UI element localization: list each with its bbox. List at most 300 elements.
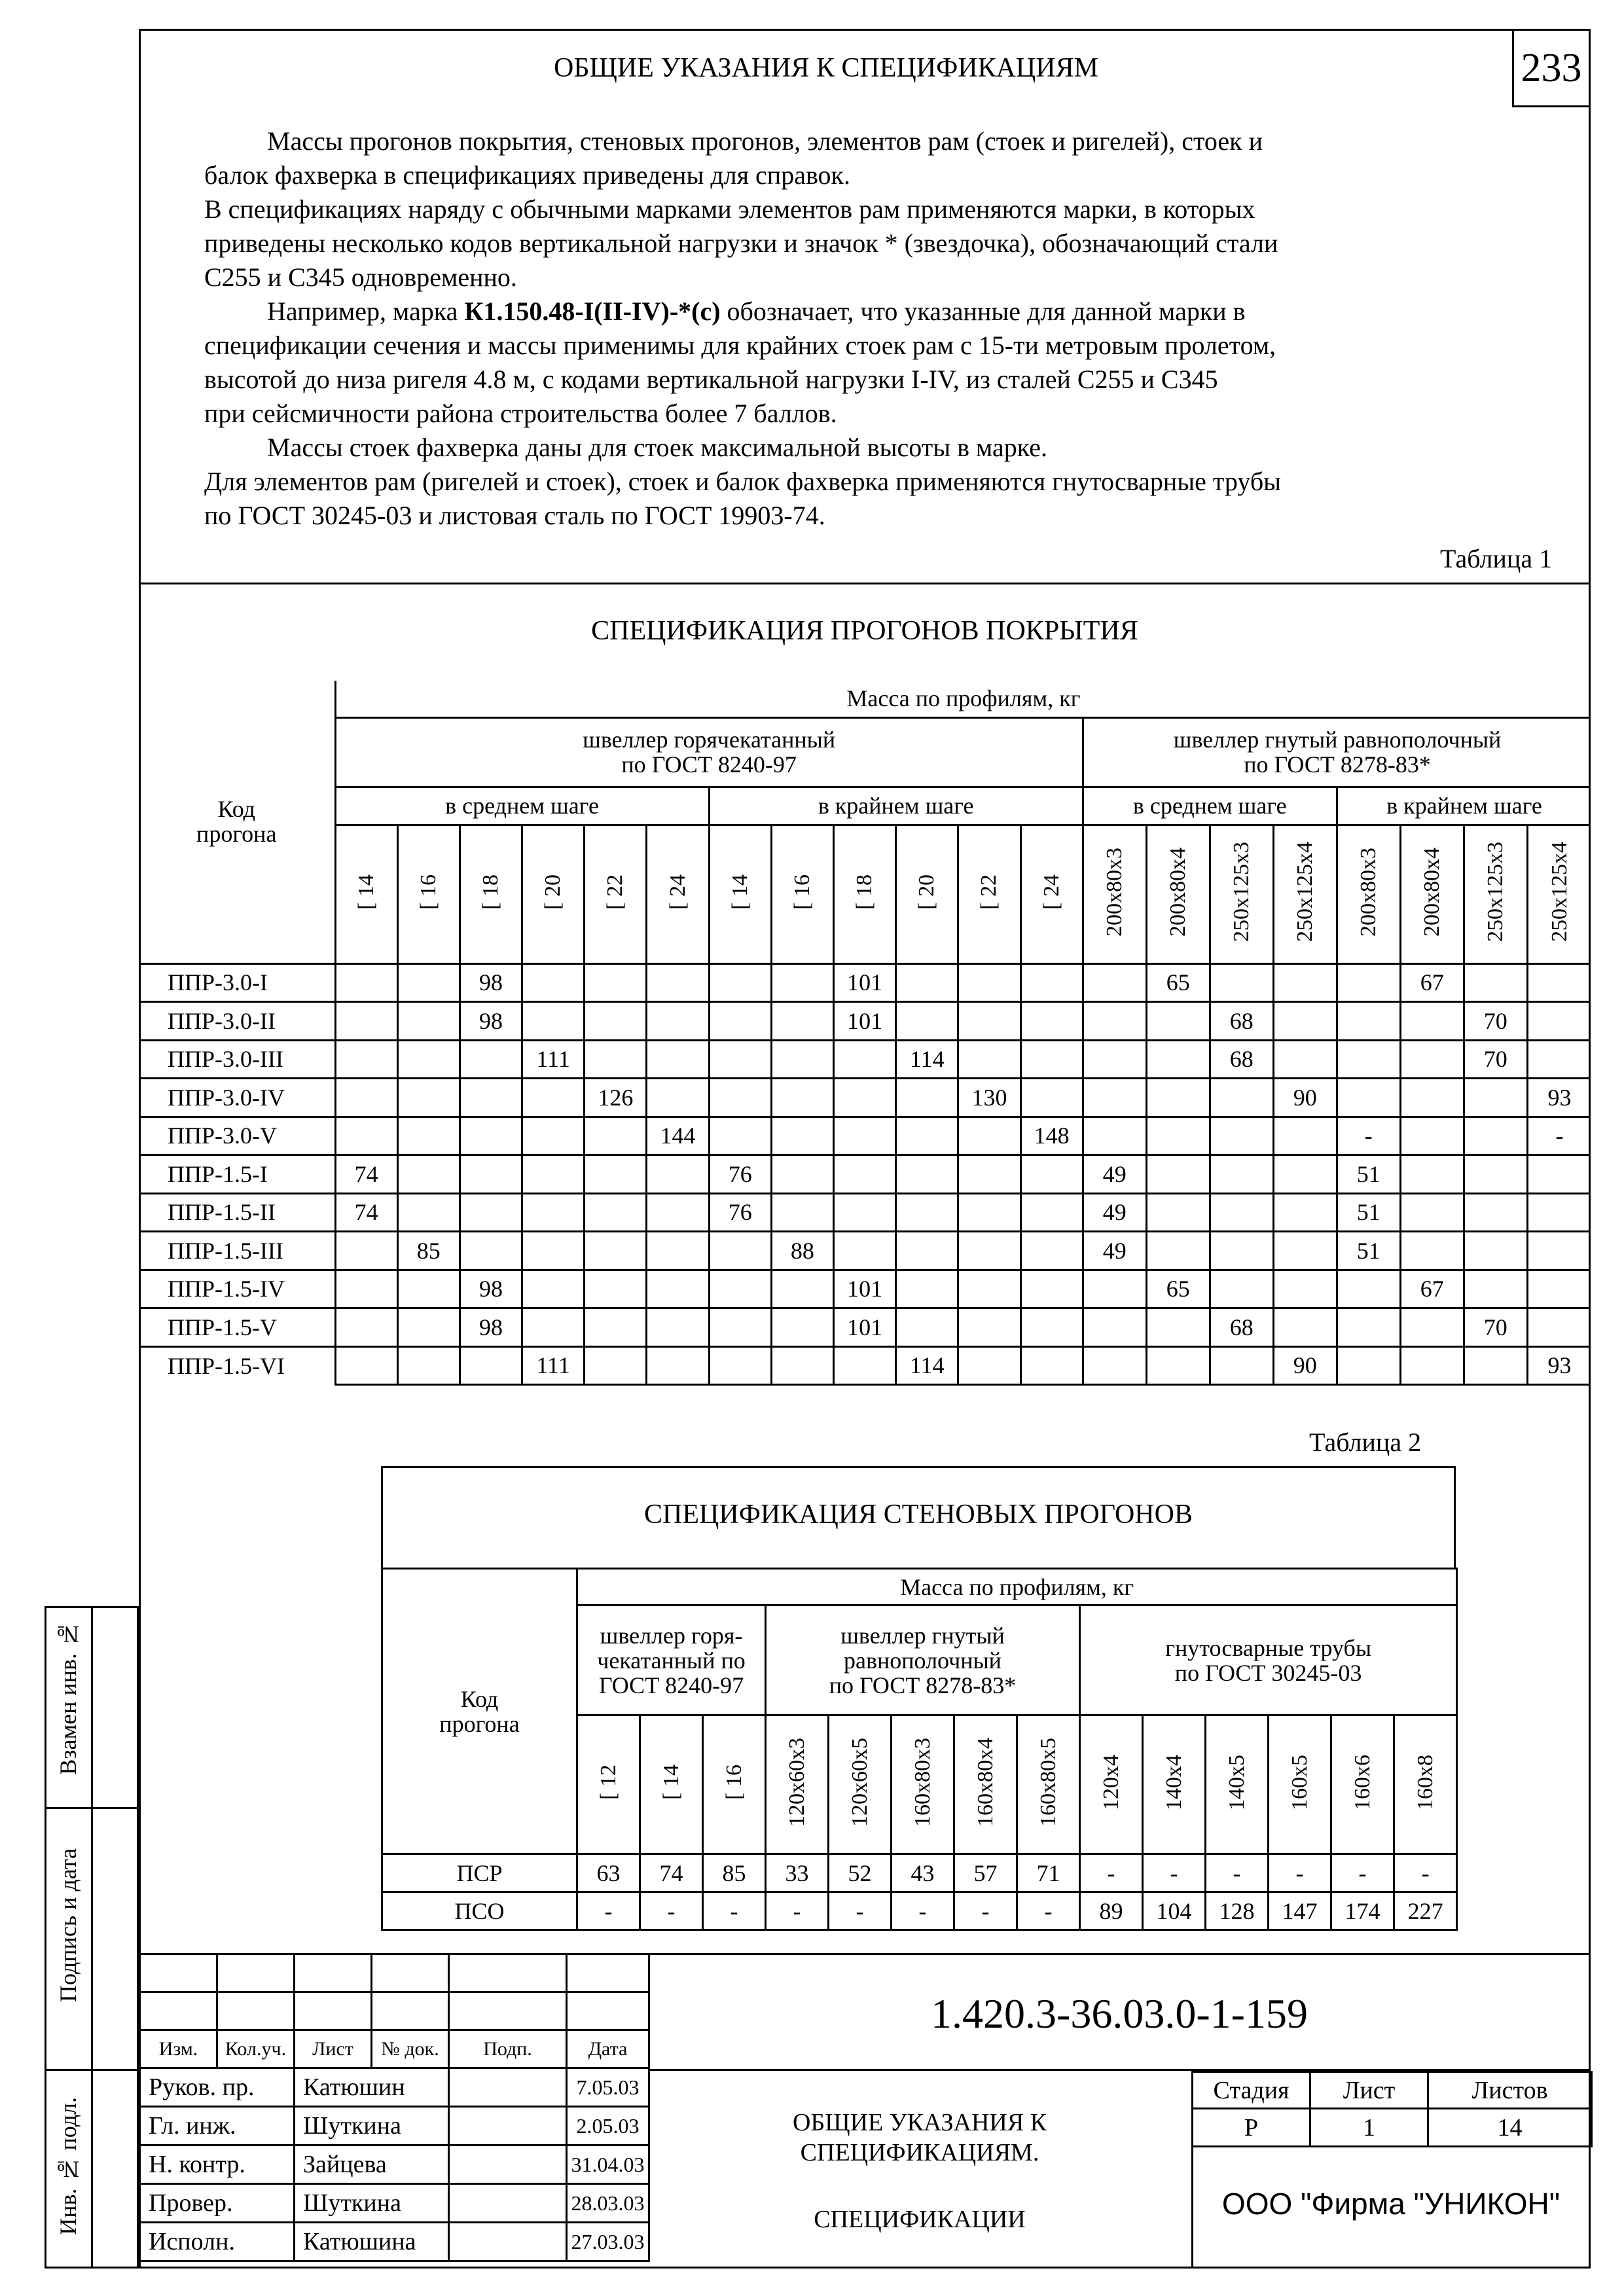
cell-value [522, 1232, 585, 1270]
note-line: спецификации сечения и массы применимы для крайних стоек рам с 15-ти метровым пролетом, [204, 331, 1276, 360]
stamp-original-inv: Инв. № подл. [45, 2071, 93, 2269]
cell-value [1527, 1308, 1591, 1347]
column-header: [ 18 [834, 825, 896, 963]
note-line: В спецификациях наряду с обычными марками элементов рам применяются марки, в которых [204, 194, 1255, 224]
cell-value [1464, 1079, 1527, 1117]
table-row [139, 1079, 1591, 1117]
cell-value [1400, 1308, 1464, 1347]
cell-value [1210, 1117, 1273, 1155]
cell-value [1400, 1117, 1464, 1155]
sub-edge: в крайнем шаге [709, 787, 1083, 825]
cell-value: 98 [460, 1002, 522, 1041]
column-header: [ 22 [958, 825, 1020, 963]
person-name: Зайцева [295, 2145, 449, 2184]
cell-value: - [640, 1892, 703, 1930]
cell-value [834, 1155, 896, 1194]
cell-value [709, 1346, 771, 1385]
row-code: ППР-1.5-V [139, 1308, 335, 1347]
cell-value: - [1017, 1892, 1080, 1930]
row-code: ППР-1.5-II [139, 1193, 335, 1232]
date: 28.03.03 [567, 2184, 649, 2223]
cell-value [522, 963, 585, 1002]
cell-value [1273, 1232, 1337, 1270]
cell-value [771, 1270, 833, 1308]
cell-value [397, 1002, 460, 1041]
cell-value [522, 1308, 585, 1347]
sub-middle: в среднем шаге [335, 787, 709, 825]
cell-value [647, 1002, 709, 1041]
doc-code: 1.420.3-36.03.0-1-159 [931, 1990, 1308, 2037]
column-header: [ 22 [585, 825, 647, 963]
page-number: 233 [1512, 29, 1591, 107]
cell-value [1337, 1270, 1400, 1308]
cell-value [1146, 1232, 1210, 1270]
table-row [382, 1854, 1457, 1892]
row-code: ПСР [382, 1854, 577, 1892]
cell-value [896, 1155, 958, 1194]
cell-value [647, 963, 709, 1002]
signature-row [140, 2068, 649, 2107]
sub-edge: в крайнем шаге [1337, 787, 1591, 825]
cell-value [771, 1308, 833, 1347]
cell-value [1210, 1079, 1273, 1117]
cell-value [771, 963, 833, 1002]
column-header: 200x80x4 [1400, 825, 1464, 963]
cell-value: 68 [1210, 1002, 1273, 1041]
cell-value [397, 1079, 460, 1117]
cell-value [1464, 1270, 1527, 1308]
cell-value [460, 1232, 522, 1270]
row-code: ППР-3.0-I [139, 963, 335, 1002]
cell-value [335, 1270, 397, 1308]
cell-value [522, 1079, 585, 1117]
cell-value: 65 [1146, 1270, 1210, 1308]
cell-value: - [1527, 1117, 1591, 1155]
cell-value: 51 [1337, 1193, 1400, 1232]
cell-value: 51 [1337, 1232, 1400, 1270]
signature [449, 2184, 567, 2223]
cell-value [522, 1002, 585, 1041]
signature [449, 2068, 567, 2107]
cell-value [1146, 1346, 1210, 1385]
column-header: 160x6 [1331, 1715, 1394, 1854]
revision-header-row: Изм. Кол.уч. Лист № док. Подп. Дата [140, 2030, 649, 2068]
table-row [139, 1040, 1591, 1079]
cell-value: 111 [522, 1346, 585, 1385]
cell-value [896, 1117, 958, 1155]
column-header: 200x80x3 [1337, 825, 1400, 963]
column-header: [ 24 [1020, 825, 1083, 963]
table1-purlins-roof [139, 681, 1591, 1386]
cell-value [1527, 1040, 1591, 1079]
table-row [139, 1193, 1591, 1232]
signatures-table [139, 2067, 650, 2262]
cell-value [1210, 1232, 1273, 1270]
cell-value: 126 [585, 1079, 647, 1117]
cell-value: 63 [577, 1854, 640, 1892]
cell-value [585, 1270, 647, 1308]
cell-value [335, 1232, 397, 1270]
cell-value [709, 1002, 771, 1041]
cell-value [1020, 1232, 1083, 1270]
date: 31.04.03 [567, 2145, 649, 2184]
cell-value [397, 1270, 460, 1308]
cell-value: 88 [771, 1232, 833, 1270]
cell-value [460, 1155, 522, 1194]
cell-value: 114 [896, 1346, 958, 1385]
cell-value: 90 [1273, 1346, 1337, 1385]
cell-value [709, 1079, 771, 1117]
cell-value [460, 1117, 522, 1155]
cell-value: 89 [1080, 1892, 1143, 1930]
signature [449, 2107, 567, 2145]
cell-value [335, 1079, 397, 1117]
cell-value [1464, 963, 1527, 1002]
column-header: 120x4 [1080, 1715, 1143, 1854]
column-header: [ 16 [703, 1715, 766, 1854]
cell-value [647, 1232, 709, 1270]
signature-row [140, 2107, 649, 2145]
cell-value [1020, 1270, 1083, 1308]
cell-value [1020, 1040, 1083, 1079]
cell-value [1083, 1079, 1146, 1117]
cell-value [1020, 1155, 1083, 1194]
cell-value [335, 1117, 397, 1155]
table2-title: СПЕЦИФИКАЦИЯ СТЕНОВЫХ ПРОГОНОВ [644, 1499, 1193, 1530]
table2-wall-purlins [381, 1568, 1458, 1931]
cell-value [834, 1346, 896, 1385]
date: 7.05.03 [567, 2068, 649, 2107]
cell-value [1083, 1308, 1146, 1347]
cell-value: - [829, 1892, 892, 1930]
cell-value [709, 1040, 771, 1079]
table-row [139, 1155, 1591, 1194]
column-header: 160x80x4 [954, 1715, 1017, 1854]
cell-value [585, 1308, 647, 1347]
cell-value [397, 1308, 460, 1347]
column-header: [ 14 [335, 825, 397, 963]
notes-block [204, 124, 1468, 533]
cell-value [958, 1117, 1020, 1155]
cell-value [834, 1193, 896, 1232]
cell-value [460, 1040, 522, 1079]
cell-value [335, 1040, 397, 1079]
cell-value [958, 1040, 1020, 1079]
cell-value: - [577, 1892, 640, 1930]
column-header: [ 12 [577, 1715, 640, 1854]
cell-value [1527, 1155, 1591, 1194]
cell-value [771, 1346, 833, 1385]
cell-value [585, 1002, 647, 1041]
cell-value [1527, 963, 1591, 1002]
cell-value: 85 [703, 1854, 766, 1892]
cell-value [647, 1079, 709, 1117]
sub-middle: в среднем шаге [1083, 787, 1337, 825]
cell-value: 227 [1394, 1892, 1457, 1930]
cell-value [834, 1079, 896, 1117]
cell-value [585, 1155, 647, 1194]
note-line: при сейсмичности района строительства более 7 баллов. [204, 399, 837, 428]
role: Гл. инж. [140, 2107, 295, 2145]
role: Руков. пр. [140, 2068, 295, 2107]
cell-value [1273, 1270, 1337, 1308]
table1-caption: Таблица 1 [1440, 544, 1553, 573]
cell-value: 68 [1210, 1040, 1273, 1079]
column-header: 250x125x3 [1464, 825, 1527, 963]
signature-row [140, 2184, 649, 2223]
cell-value [1400, 1232, 1464, 1270]
mass-header: Масса по профилям, кг [577, 1569, 1457, 1605]
cell-value [1083, 1117, 1146, 1155]
cell-value: 71 [1017, 1854, 1080, 1892]
person-name: Катюшин [295, 2068, 449, 2107]
cell-value [1464, 1346, 1527, 1385]
cell-value [1210, 1346, 1273, 1385]
cell-value [585, 1193, 647, 1232]
note-line: балок фахверка в спецификациях приведены для справок. [204, 160, 850, 190]
cell-value [1020, 1193, 1083, 1232]
signature-row [140, 2223, 649, 2261]
cell-value [585, 1232, 647, 1270]
cell-value [958, 1232, 1020, 1270]
cell-value [896, 1193, 958, 1232]
cell-value: - [1269, 1854, 1331, 1892]
cell-value [771, 1079, 833, 1117]
cell-value: 101 [834, 963, 896, 1002]
cell-value [896, 963, 958, 1002]
cell-value [896, 1002, 958, 1041]
cell-value [1273, 963, 1337, 1002]
code-header: Код прогона [139, 681, 335, 963]
company-name: ООО "Фирма "УНИКОН" [1221, 2187, 1561, 2221]
cell-value: 114 [896, 1040, 958, 1079]
column-header: 160x8 [1394, 1715, 1457, 1854]
sheets-value: 14 [1428, 2109, 1592, 2147]
cell-value [585, 1040, 647, 1079]
cell-value [647, 1155, 709, 1194]
cell-value: 98 [460, 963, 522, 1002]
table-row [139, 1002, 1591, 1041]
mass-header: Масса по профилям, кг [335, 681, 1591, 717]
cell-value: 76 [709, 1155, 771, 1194]
cell-value [896, 1308, 958, 1347]
cell-value: 98 [460, 1308, 522, 1347]
group-bent: швеллер гнутый равнополочный по ГОСТ 8278-83* [1083, 717, 1591, 787]
cell-value [1146, 1308, 1210, 1347]
cell-value [647, 1308, 709, 1347]
cell-value: - [954, 1892, 1017, 1930]
group-bent: швеллер гнутый равнополочный по ГОСТ 8278-83* [766, 1605, 1080, 1715]
cell-value [335, 1002, 397, 1041]
cell-value [1020, 963, 1083, 1002]
cell-value [585, 1117, 647, 1155]
cell-value: 128 [1206, 1892, 1269, 1930]
note-line: Например, марка К1.150.48-I(II-IV)-*(с) обозначает, что указанные для данной марки в [267, 296, 1246, 326]
column-header: 200x80x4 [1146, 825, 1210, 963]
cell-value: - [1394, 1854, 1457, 1892]
cell-value [460, 1079, 522, 1117]
row-code: ППР-3.0-II [139, 1002, 335, 1041]
column-header: [ 16 [397, 825, 460, 963]
cell-value: 74 [335, 1193, 397, 1232]
cell-value: 57 [954, 1854, 1017, 1892]
cell-value: 130 [958, 1079, 1020, 1117]
cell-value [771, 1193, 833, 1232]
cell-value [1146, 1193, 1210, 1232]
signature [449, 2145, 567, 2184]
cell-value: 76 [709, 1193, 771, 1232]
cell-value [1527, 1232, 1591, 1270]
cell-value [834, 1232, 896, 1270]
cell-value [709, 1117, 771, 1155]
cell-value [1083, 1040, 1146, 1079]
cell-value [585, 1346, 647, 1385]
cell-value [1083, 1270, 1146, 1308]
cell-value [958, 1002, 1020, 1041]
column-header: 120x60x3 [766, 1715, 829, 1854]
table-row [382, 1892, 1457, 1930]
cell-value [1527, 1193, 1591, 1232]
note-line: Для элементов рам (ригелей и стоек), стоек и балок фахверка применяются гнутосварные трубы [204, 467, 1282, 496]
cell-value [1400, 1346, 1464, 1385]
cell-value: 111 [522, 1040, 585, 1079]
cell-value [1146, 1079, 1210, 1117]
cell-value: 70 [1464, 1308, 1527, 1347]
cell-value [834, 1117, 896, 1155]
cell-value: 101 [834, 1308, 896, 1347]
cell-value: 144 [647, 1117, 709, 1155]
cell-value [834, 1040, 896, 1079]
cell-value [522, 1155, 585, 1194]
note-line: Массы прогонов покрытия, стеновых прогонов, элементов рам (стоек и ригелей), стоек и [267, 126, 1263, 156]
doc-name: ОБЩИЕ УКАЗАНИЯ К СПЕЦИФИКАЦИЯМ. СПЕЦИФИКАЦИИ [792, 2109, 1047, 2233]
cell-value [771, 1002, 833, 1041]
cell-value: 98 [460, 1270, 522, 1308]
cell-value: - [703, 1892, 766, 1930]
sheet-value: 1 [1310, 2109, 1428, 2147]
cell-value [1020, 1346, 1083, 1385]
cell-value [896, 1270, 958, 1308]
cell-value [1400, 1040, 1464, 1079]
note-line: Массы стоек фахверка даны для стоек максимальной высоты в марке. [267, 433, 1047, 462]
cell-value: - [1080, 1854, 1143, 1892]
cell-value [460, 1346, 522, 1385]
cell-value: 85 [397, 1232, 460, 1270]
cell-value [1210, 1155, 1273, 1194]
date: 27.03.03 [567, 2223, 649, 2261]
cell-value: - [766, 1892, 829, 1930]
cell-value: 101 [834, 1002, 896, 1041]
cell-value [1337, 1079, 1400, 1117]
column-header: 140x5 [1206, 1715, 1269, 1854]
cell-value [1083, 963, 1146, 1002]
cell-value [1464, 1232, 1527, 1270]
note-line: высотой до низа ригеля 4.8 м, с кодами вертикальной нагрузки I-IV, из сталей С255 и С345 [204, 365, 1218, 394]
code-header: Код прогона [382, 1569, 577, 1854]
note-line: С255 и С345 одновременно. [204, 262, 517, 292]
cell-value [1020, 1308, 1083, 1347]
cell-value [647, 1040, 709, 1079]
cell-value [1464, 1117, 1527, 1155]
cell-value: 74 [335, 1155, 397, 1194]
cell-value [1210, 1270, 1273, 1308]
cell-value [709, 963, 771, 1002]
column-header: 160x5 [1269, 1715, 1331, 1854]
table-row [139, 1232, 1591, 1270]
cell-value [335, 1308, 397, 1347]
cell-value [585, 963, 647, 1002]
cell-value: 174 [1331, 1892, 1394, 1930]
cell-value [1146, 1117, 1210, 1155]
cell-value [1210, 963, 1273, 1002]
cell-value [1400, 1079, 1464, 1117]
cell-value [1527, 1002, 1591, 1041]
cell-value: 33 [766, 1854, 829, 1892]
cell-value [522, 1117, 585, 1155]
cell-value [1083, 1346, 1146, 1385]
cell-value [397, 1193, 460, 1232]
cell-value [709, 1270, 771, 1308]
row-code: ППР-1.5-I [139, 1155, 335, 1194]
cell-value [1464, 1193, 1527, 1232]
revision-table [139, 1953, 650, 2069]
role: Провер. [140, 2184, 295, 2223]
cell-value [1146, 1155, 1210, 1194]
cell-value [1273, 1308, 1337, 1347]
cell-value: - [1331, 1854, 1394, 1892]
stamp-signature-date: Подпись и дата [45, 1809, 93, 2071]
cell-value: 148 [1020, 1117, 1083, 1155]
cell-value: 49 [1083, 1155, 1146, 1194]
cell-value: - [1206, 1854, 1269, 1892]
cell-value [1400, 1155, 1464, 1194]
cell-value [1146, 1002, 1210, 1041]
row-code: ППР-1.5-IV [139, 1270, 335, 1308]
cell-value [771, 1117, 833, 1155]
cell-value [958, 963, 1020, 1002]
cell-value: 67 [1400, 963, 1464, 1002]
cell-value [397, 1155, 460, 1194]
cell-value [1020, 1079, 1083, 1117]
cell-value [335, 963, 397, 1002]
cell-value [397, 1117, 460, 1155]
cell-value [958, 1270, 1020, 1308]
person-name: Шуткина [295, 2184, 449, 2223]
cell-value: 70 [1464, 1040, 1527, 1079]
table-row [139, 1117, 1591, 1155]
table2-caption: Таблица 2 [1309, 1427, 1422, 1457]
page-title: ОБЩИЕ УКАЗАНИЯ К СПЕЦИФИКАЦИЯМ [554, 53, 1098, 83]
cell-value: - [892, 1892, 954, 1930]
column-header: [ 18 [460, 825, 522, 963]
cell-value: 104 [1143, 1892, 1206, 1930]
stage-value: Р [1193, 2109, 1310, 2147]
role: Исполн. [140, 2223, 295, 2261]
table-row [139, 1346, 1591, 1385]
cell-value: 65 [1146, 963, 1210, 1002]
row-code: ППР-3.0-V [139, 1117, 335, 1155]
cell-value [335, 1346, 397, 1385]
cell-value [647, 1346, 709, 1385]
table1-title: СПЕЦИФИКАЦИЯ ПРОГОНОВ ПОКРЫТИЯ [591, 616, 1138, 646]
table-row [139, 1308, 1591, 1347]
cell-value: 68 [1210, 1308, 1273, 1347]
column-header: [ 20 [522, 825, 585, 963]
row-code: ПСО [382, 1892, 577, 1930]
cell-value [1464, 1155, 1527, 1194]
signature-row [140, 2145, 649, 2184]
stamp-replaced-inv: Взамен инв. № [45, 1606, 93, 1809]
